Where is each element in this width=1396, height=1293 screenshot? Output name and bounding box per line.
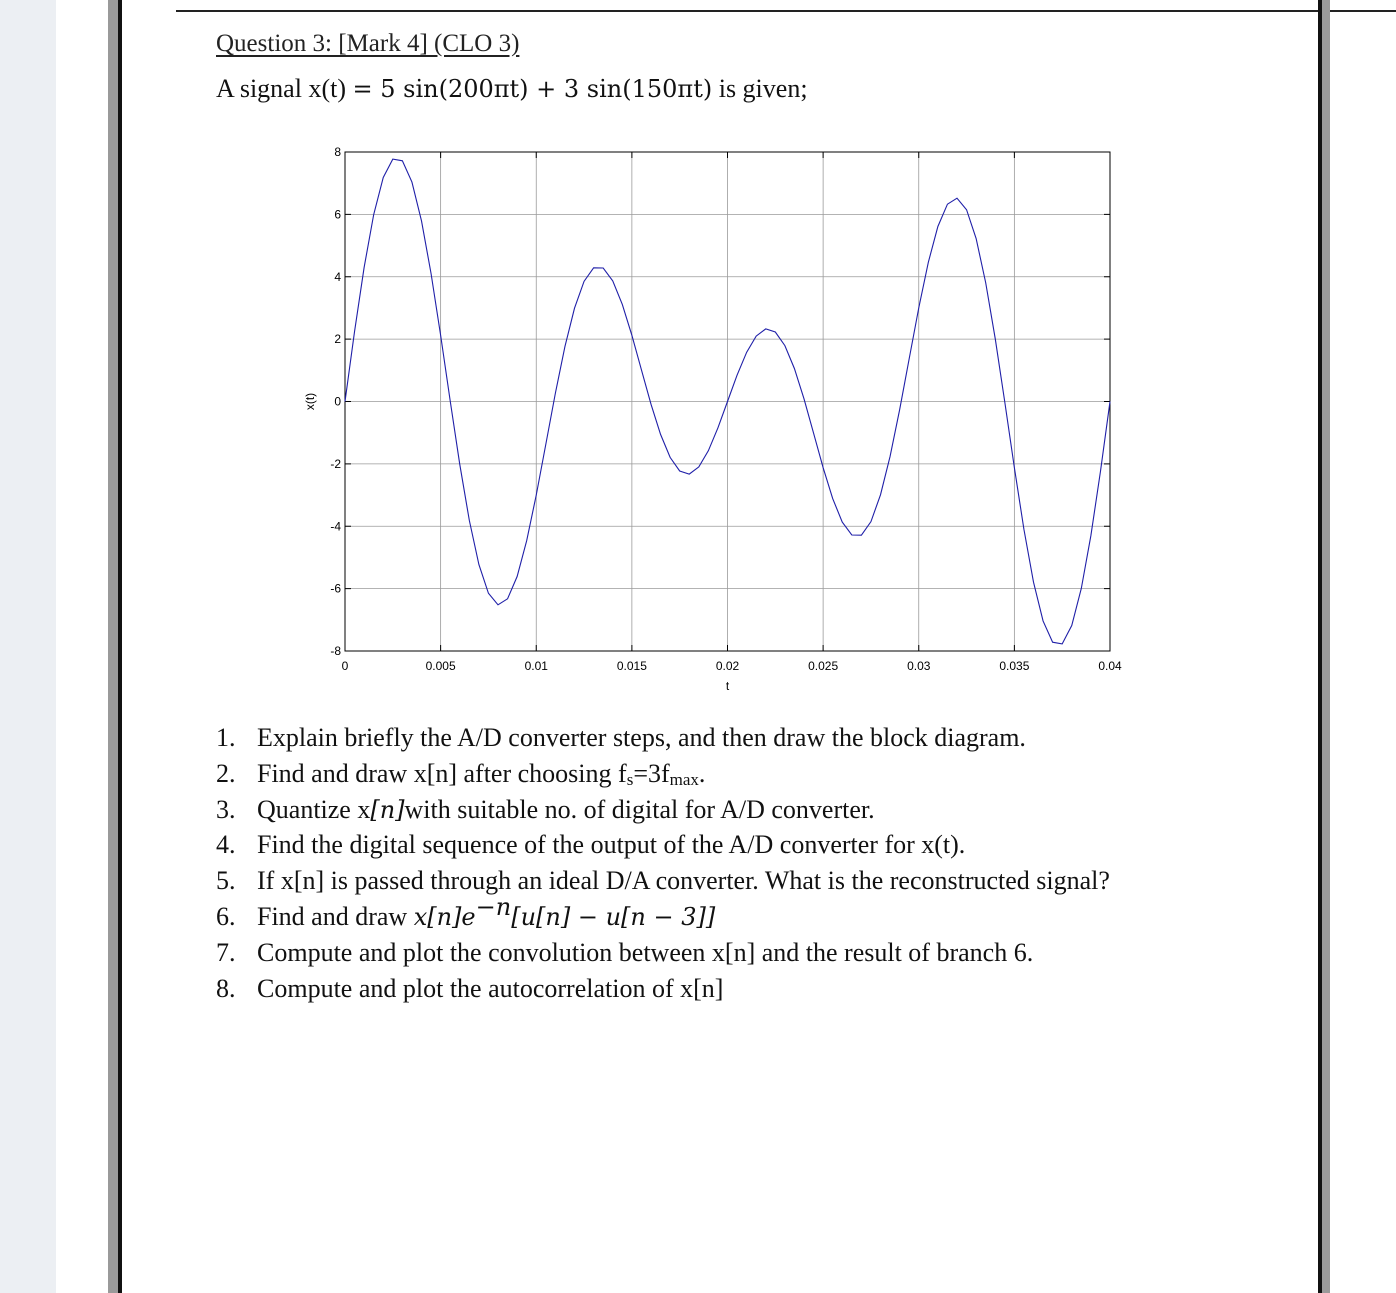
task-math: [n] — [370, 795, 405, 824]
y-tick-label: 4 — [334, 269, 341, 284]
task-list — [216, 720, 1110, 1006]
task-text-end: with suitable no. of digital for A/D converter. — [404, 794, 875, 824]
y-axis-label: x(t) — [303, 392, 317, 411]
task-text: If x[n] is passed through an ideal D/A converter. What is the reconstructed signal? — [257, 866, 1110, 896]
task-text: Compute and plot the convolution between x[n] and the result of branch 6. — [257, 937, 1034, 967]
task-text: Find the digital sequence of the output of the A/D converter for x(t). — [257, 830, 966, 860]
task-number: 3. — [216, 794, 236, 824]
subscript-max: max — [669, 769, 699, 789]
task-math: x[n]e — [413, 902, 476, 931]
signal-plot — [296, 140, 1136, 705]
axis-ticks — [330, 145, 1122, 673]
task-number: 1. — [216, 723, 236, 752]
x-axis-label: t — [725, 679, 730, 693]
task-text: Find and draw x[n] after choosing f — [257, 758, 627, 788]
x-tick-label: 0.01 — [524, 659, 548, 673]
task-text: Explain briefly the A/D converter steps, and then draw the block diagram. — [257, 723, 1026, 752]
y-tick-label: 6 — [334, 207, 341, 222]
task-number: 4. — [216, 830, 236, 860]
left-gutter — [56, 0, 108, 1293]
x-tick-label: 0 — [341, 659, 349, 673]
y-tick-label: 8 — [334, 145, 341, 159]
x-tick-label: 0.005 — [425, 659, 456, 673]
x-tick-label: 0.035 — [999, 659, 1030, 673]
y-tick-label: -8 — [330, 644, 341, 658]
x-tick-label: 0.015 — [616, 659, 647, 673]
x-tick-label: 0.03 — [907, 659, 931, 673]
question-heading: Question 3: [Mark 4] (CLO 3) — [216, 30, 520, 57]
intro-prefix: A signal x(t) — [216, 74, 353, 103]
task-math-window: [u[n] − u[n − 3]] — [511, 902, 716, 931]
right-margin — [1330, 0, 1396, 1293]
task-math-exponent: −n — [475, 892, 512, 921]
subscript-s: s — [626, 769, 634, 789]
task-item — [216, 792, 1110, 828]
task-item — [216, 863, 1110, 899]
task-item — [216, 935, 1110, 971]
signal-statement — [216, 74, 808, 104]
task-text: Quantize x — [257, 794, 371, 824]
x-tick-label: 0.02 — [715, 659, 740, 673]
task-number: 7. — [216, 937, 236, 967]
x-tick-label: 0.04 — [1098, 659, 1122, 673]
task-item — [216, 720, 1110, 756]
header-rule — [176, 10, 1318, 12]
page-border-right — [1322, 0, 1330, 1293]
y-tick-label: -6 — [330, 581, 341, 596]
task-number: 5. — [216, 866, 236, 896]
task-number: 2. — [216, 758, 236, 788]
signal-formula: = 5 sin(200πt) + 3 sin(150πt) — [352, 75, 713, 103]
task-item — [216, 827, 1110, 863]
y-tick-label: 2 — [334, 332, 341, 347]
task-item — [216, 756, 1110, 792]
y-tick-label: -2 — [330, 456, 341, 471]
task-item — [216, 971, 1110, 1007]
task-text-end: . — [698, 758, 706, 788]
task-text: Find and draw — [257, 901, 414, 931]
task-number: 8. — [216, 973, 236, 1003]
task-item — [216, 892, 1110, 935]
y-tick-label: 0 — [334, 394, 341, 409]
task-text: Compute and plot the autocorrelation of x[n] — [257, 973, 724, 1003]
x-tick-label: 0.025 — [808, 659, 839, 673]
header-rule-right — [1330, 10, 1396, 12]
page-border-left — [108, 0, 118, 1293]
y-tick-label: -4 — [330, 519, 341, 534]
task-number: 6. — [216, 901, 236, 931]
intro-suffix: is given; — [712, 74, 808, 103]
task-text-mid: =3f — [633, 758, 670, 788]
